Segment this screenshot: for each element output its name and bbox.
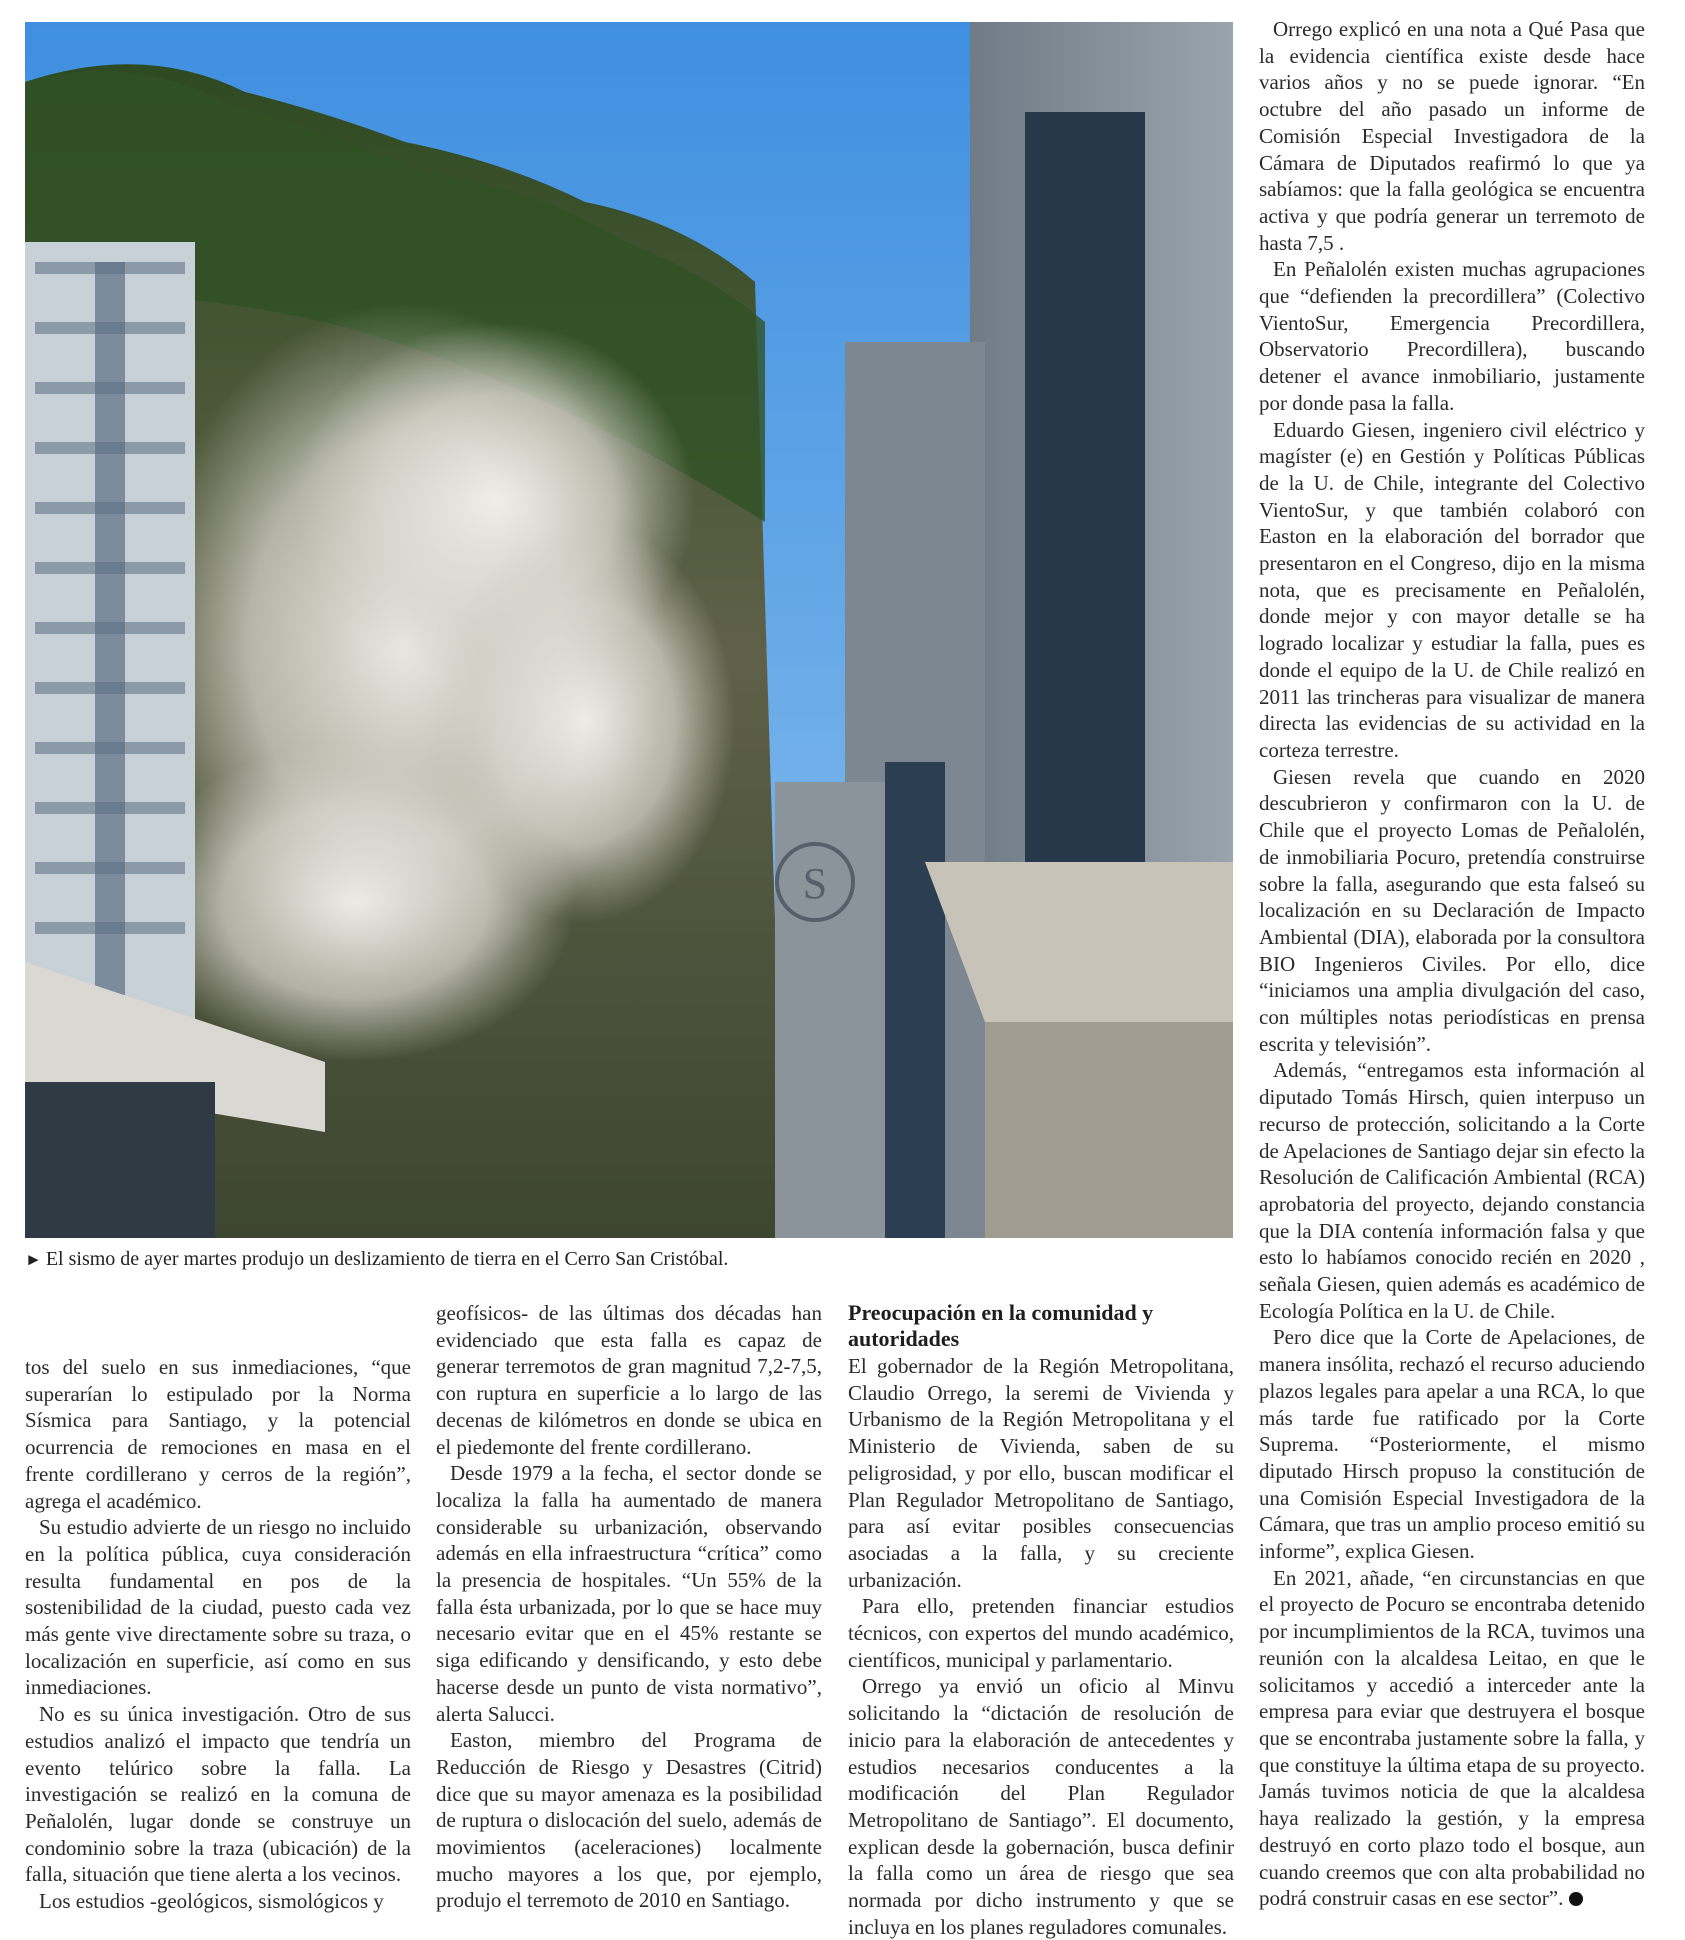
paragraph: Giesen revela que cuando en 2020 descubrieron y confirmaron con la U. de Chile que el proyecto Lomas de Peñalolén, de inmobiliaria Pocuro, pretendía construirse sobre la falla, asegurando que esta falseó su localización en su Declaración de Impacto Ambiental (DIA), elaborada por la consultora BIO Ingenieros Civiles. Por ello, dice “iniciamos una amplia divulgación del caso, con múltiples notas periodísticas en prensa escrita y televisión”. bbox=[1259, 764, 1645, 1056]
section-subheading: Preocupación en la comunidad y autoridades bbox=[848, 1300, 1154, 1351]
paragraph-text: En 2021, añade, “en circunstancias en que el proyecto de Pocuro se encontraba detenido por incumplimientos de la RCA, tuvimos una reunión con la alcaldesa Leitao, en que le solicitamos y accedió a interceder ante la empresa para eviar que destruyera el bosque que se encontraba justamente sobre la falla, y que constituye la última etapa de su proyecto. Jamás tuvimos noticia de que la alcaldesa haya realizado la gestión, y la empresa destruyó en corto plazo todo el bosque, aun cuando creemos que con alta probabilidad no podrá construir casas en ese sector”. bbox=[1259, 1565, 1645, 1911]
paragraph: Orrego ya envió un oficio al Minvu solicitando la “dictación de resolución de inicio para la elaboración de antecedentes y estudios necesarios conducentes a la modificación del Plan Regulador Metropolitano de Santiago”. El documento, explican desde la gobernación, busca definir la falla como un área de riesgo que sea normada por dicho instrumento y que se incluya en los planes reguladores comunales. bbox=[848, 1674, 1234, 1939]
news-photo-landslide bbox=[25, 22, 1233, 1238]
paragraph: Eduardo Giesen, ingeniero civil eléctrico y magíster (e) en Gestión y Políticas Públicas de la U. de Chile, integrante del Colectivo VientoSur, y que también colaboró con Easton en la elaboración del borrador que presentaron en el Congreso, dijo en la misma nota, que es precisamente en Peñalolén, donde mejor y con mayor detalle se ha logrado localizar y estudiar la falla, pues es donde el equipo de la U. de Chile realizó en 2011 las trincheras para visualizar de manera directa las evidencias de su actividad en la corteza terrestre. bbox=[1259, 417, 1645, 762]
article-column-4 bbox=[1259, 16, 1645, 1912]
paragraph: tos del suelo en sus inmediaciones, “que superarían lo estipulado por la Norma Sísmica para Santiago, y la potencial ocurrencia de remociones en masa en el frente cordillerano y cerros de la región”, agrega el académico. bbox=[25, 1355, 411, 1513]
paragraph: Además, “entregamos esta información al diputado Tomás Hirsch, quien interpuso un recurso de protección, solicitando a la Corte de Apelaciones de Santiago dejar sin efecto la Resolución de Calificación Ambiental (RCA) aprobatoria del proyecto, dejando constancia que la DIA contenía información falsa y que esto lo habíamos conocido recién en 2020 , señala Giesen, quien además es académico de Ecología Política en la U. de Chile. bbox=[1259, 1058, 1645, 1323]
paragraph: Para ello, pretenden financiar estudios técnicos, con expertos del mundo académico, científicos, municipal y parlamentario. bbox=[848, 1594, 1234, 1672]
paragraph: En Peñalolén existen muchas agrupaciones que “defienden la precordillera” (Colectivo VientoSur, Emergencia Precordillera, Observatorio Precordillera), buscando detener el avance inmobiliario, justamente por donde pasa la falla. bbox=[1259, 257, 1645, 415]
photo-caption bbox=[25, 1246, 1233, 1273]
paragraph: Pero dice que la Corte de Apelaciones, de manera insólita, rechazó el recurso aduciendo plazos legales para apelar a una RCA, lo que más tarde fue ratificado por la Corte Suprema. “Posteriormente, el mismo diputado Hirsch propuso la constitución de una Comisión Especial Investigadora de la Cámara, que tras un amplio proceso emitió su informe”, explica Giesen. bbox=[1259, 1325, 1645, 1564]
paragraph: Orrego explicó en una nota a Qué Pasa que la evidencia científica existe desde hace varios años y no se puede ignorar. “En octubre del año pasado un informe de Comisión Especial Investigadora de la Cámara de Diputados reafirmó lo que ya sabíamos: que la falla geológica se encuentra activa y que podría generar un terremoto de hasta 7,5 . bbox=[1259, 17, 1645, 255]
paragraph: geofísicos- de las últimas dos décadas han evidenciado que esta falla es capaz de generar terremotos de gran magnitud 7,2-7,5, con ruptura en superficie a lo largo de las decenas de kilómetros en donde se ubica en el piedemonte del frente cordillerano. bbox=[436, 1301, 822, 1459]
paragraph: Easton, miembro del Programa de Reducción de Riesgo y Desastres (Citrid) dice que su mayor amenaza es la posibilidad de ruptura o dislocación del suelo, además de movimientos (aceleraciones) localmente mucho mayores a los que, por ejemplo, produjo el terremoto de 2010 en Santiago. bbox=[436, 1728, 822, 1913]
paragraph: El gobernador de la Región Metropolitana, Claudio Orrego, la seremi de Vivienda y Urbanismo de la Región Metropolitana y el Ministerio de Vivienda, saben de su peligrosidad, y por ello, buscan modificar el Plan Regulador Metropolitano de Santiago, para así evitar posibles consecuencias asociadas a la falla, y su creciente urbanización. bbox=[848, 1354, 1234, 1592]
hotel-logo: S bbox=[802, 859, 828, 908]
caption-text: El sismo de ayer martes produjo un deslizamiento de tierra en el Cerro San Cristóbal. bbox=[45, 1248, 729, 1270]
end-of-article-bullet-icon bbox=[1569, 1892, 1583, 1906]
paragraph: Desde 1979 a la fecha, el sector donde se localiza la falla ha aumentado de manera considerable su urbanización, observando además en ella infraestructura “crítica” como la presencia de hospitales. “Un 55% de la falla ésta urbanizada, por lo que se hace muy necesario evitar que en el 45% restante se siga edificando y densificando, y esto debe hacerse desde un punto de vista normativo”, alerta Salucci. bbox=[436, 1461, 822, 1726]
paragraph-final bbox=[1259, 1565, 1645, 1912]
article-column-1 bbox=[25, 1354, 411, 1915]
article-column-3 bbox=[848, 1300, 1234, 1940]
caption-arrow-icon: ► bbox=[25, 1250, 42, 1269]
article-column-2 bbox=[436, 1300, 822, 1914]
paragraph: Su estudio advierte de un riesgo no incluido en la política pública, cuya consideración resulta fundamental en pos de la sostenibilidad de la ciudad, puesto cada vez más gente vive directamente sobre su traza, o localización en superficie, así como en sus inmediaciones. bbox=[25, 1515, 411, 1700]
paragraph: Los estudios -geológicos, sismológicos y bbox=[39, 1889, 384, 1914]
paragraph: No es su única investigación. Otro de sus estudios analizó el impacto que tendría un evento telúrico sobre la falla. La investigación se realizó en la comuna de Peñalolén, lugar donde se construye un condominio sobre la traza (ubicación) de la falla, situación que tiene alerta a los vecinos. bbox=[25, 1702, 411, 1887]
landslide-photo-illustration bbox=[25, 22, 1233, 1238]
